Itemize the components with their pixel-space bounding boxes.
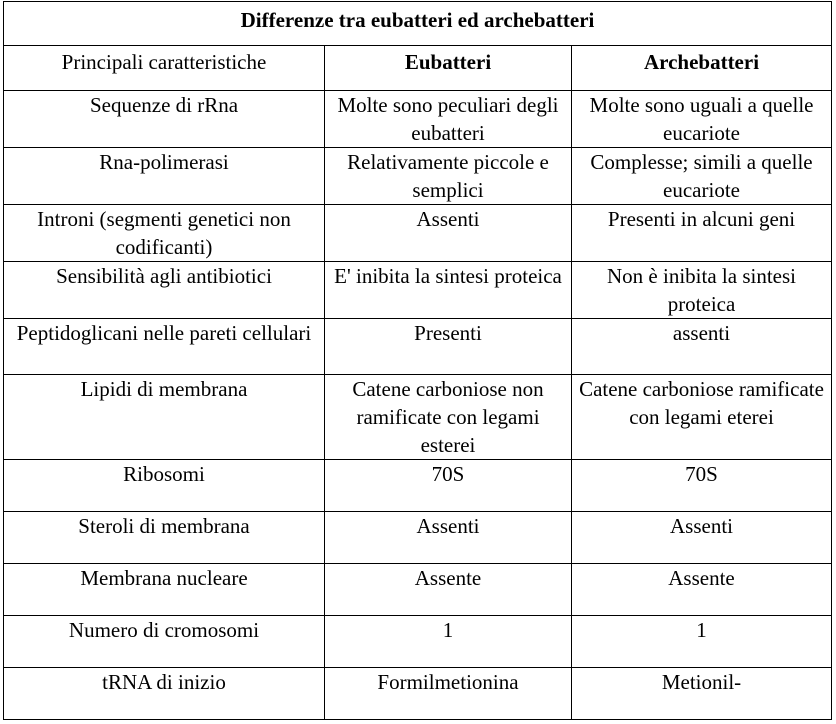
header-characteristics: Principali caratteristiche xyxy=(4,46,325,91)
comparison-table xyxy=(3,1,832,720)
row-eubatteri-value: Presenti xyxy=(325,319,572,375)
row-archebatteri-value: Catene carboniose ramificate con legami eterei xyxy=(572,375,832,460)
row-archebatteri-value: Molte sono uguali a quelle eucariote xyxy=(572,91,832,148)
table-row xyxy=(4,262,832,319)
table-header-row xyxy=(4,46,832,91)
row-archebatteri-value: Non è inibita la sintesi proteica xyxy=(572,262,832,319)
table-row xyxy=(4,91,832,148)
row-feature: Membrana nucleare xyxy=(4,564,325,616)
row-archebatteri-value: 1 xyxy=(572,616,832,668)
table-row xyxy=(4,512,832,564)
row-eubatteri-value: E' inibita la sintesi proteica xyxy=(325,262,572,319)
row-feature: Lipidi di membrana xyxy=(4,375,325,460)
row-archebatteri-value: Assenti xyxy=(572,512,832,564)
row-archebatteri-value: Presenti in alcuni geni xyxy=(572,205,832,262)
row-archebatteri-value: Complesse; simili a quelle eucariote xyxy=(572,148,832,205)
row-feature: Numero di cromosomi xyxy=(4,616,325,668)
row-feature: Introni (segmenti genetici non codificanti) xyxy=(4,205,325,262)
row-feature: Steroli di membrana xyxy=(4,512,325,564)
row-eubatteri-value: Assenti xyxy=(325,205,572,262)
table-row xyxy=(4,319,832,375)
row-feature: Rna-polimerasi xyxy=(4,148,325,205)
header-eubatteri: Eubatteri xyxy=(325,46,572,91)
row-feature: Ribosomi xyxy=(4,460,325,512)
row-eubatteri-value: Assente xyxy=(325,564,572,616)
table-row xyxy=(4,616,832,668)
row-eubatteri-value: 1 xyxy=(325,616,572,668)
comparison-table-wrapper xyxy=(3,1,831,720)
row-eubatteri-value: Relativamente piccole e semplici xyxy=(325,148,572,205)
row-feature: tRNA di inizio xyxy=(4,668,325,720)
row-archebatteri-value: assenti xyxy=(572,319,832,375)
table-title-row xyxy=(4,2,832,46)
row-archebatteri-value: Assente xyxy=(572,564,832,616)
table-row xyxy=(4,668,832,720)
row-feature: Peptidoglicani nelle pareti cellulari xyxy=(4,319,325,375)
table-row xyxy=(4,148,832,205)
row-feature: Sequenze di rRna xyxy=(4,91,325,148)
table-row xyxy=(4,375,832,460)
table-row xyxy=(4,460,832,512)
table-row xyxy=(4,564,832,616)
row-eubatteri-value: 70S xyxy=(325,460,572,512)
table-row xyxy=(4,205,832,262)
row-eubatteri-value: Molte sono peculiari degli eubatteri xyxy=(325,91,572,148)
row-feature: Sensibilità agli antibiotici xyxy=(4,262,325,319)
table-title: Differenze tra eubatteri ed archebatteri xyxy=(4,2,832,46)
row-eubatteri-value: Assenti xyxy=(325,512,572,564)
row-eubatteri-value: Catene carboniose non ramificate con legami esterei xyxy=(325,375,572,460)
row-eubatteri-value: Formilmetionina xyxy=(325,668,572,720)
row-archebatteri-value: Metionil- xyxy=(572,668,832,720)
row-archebatteri-value: 70S xyxy=(572,460,832,512)
header-archebatteri: Archebatteri xyxy=(572,46,832,91)
